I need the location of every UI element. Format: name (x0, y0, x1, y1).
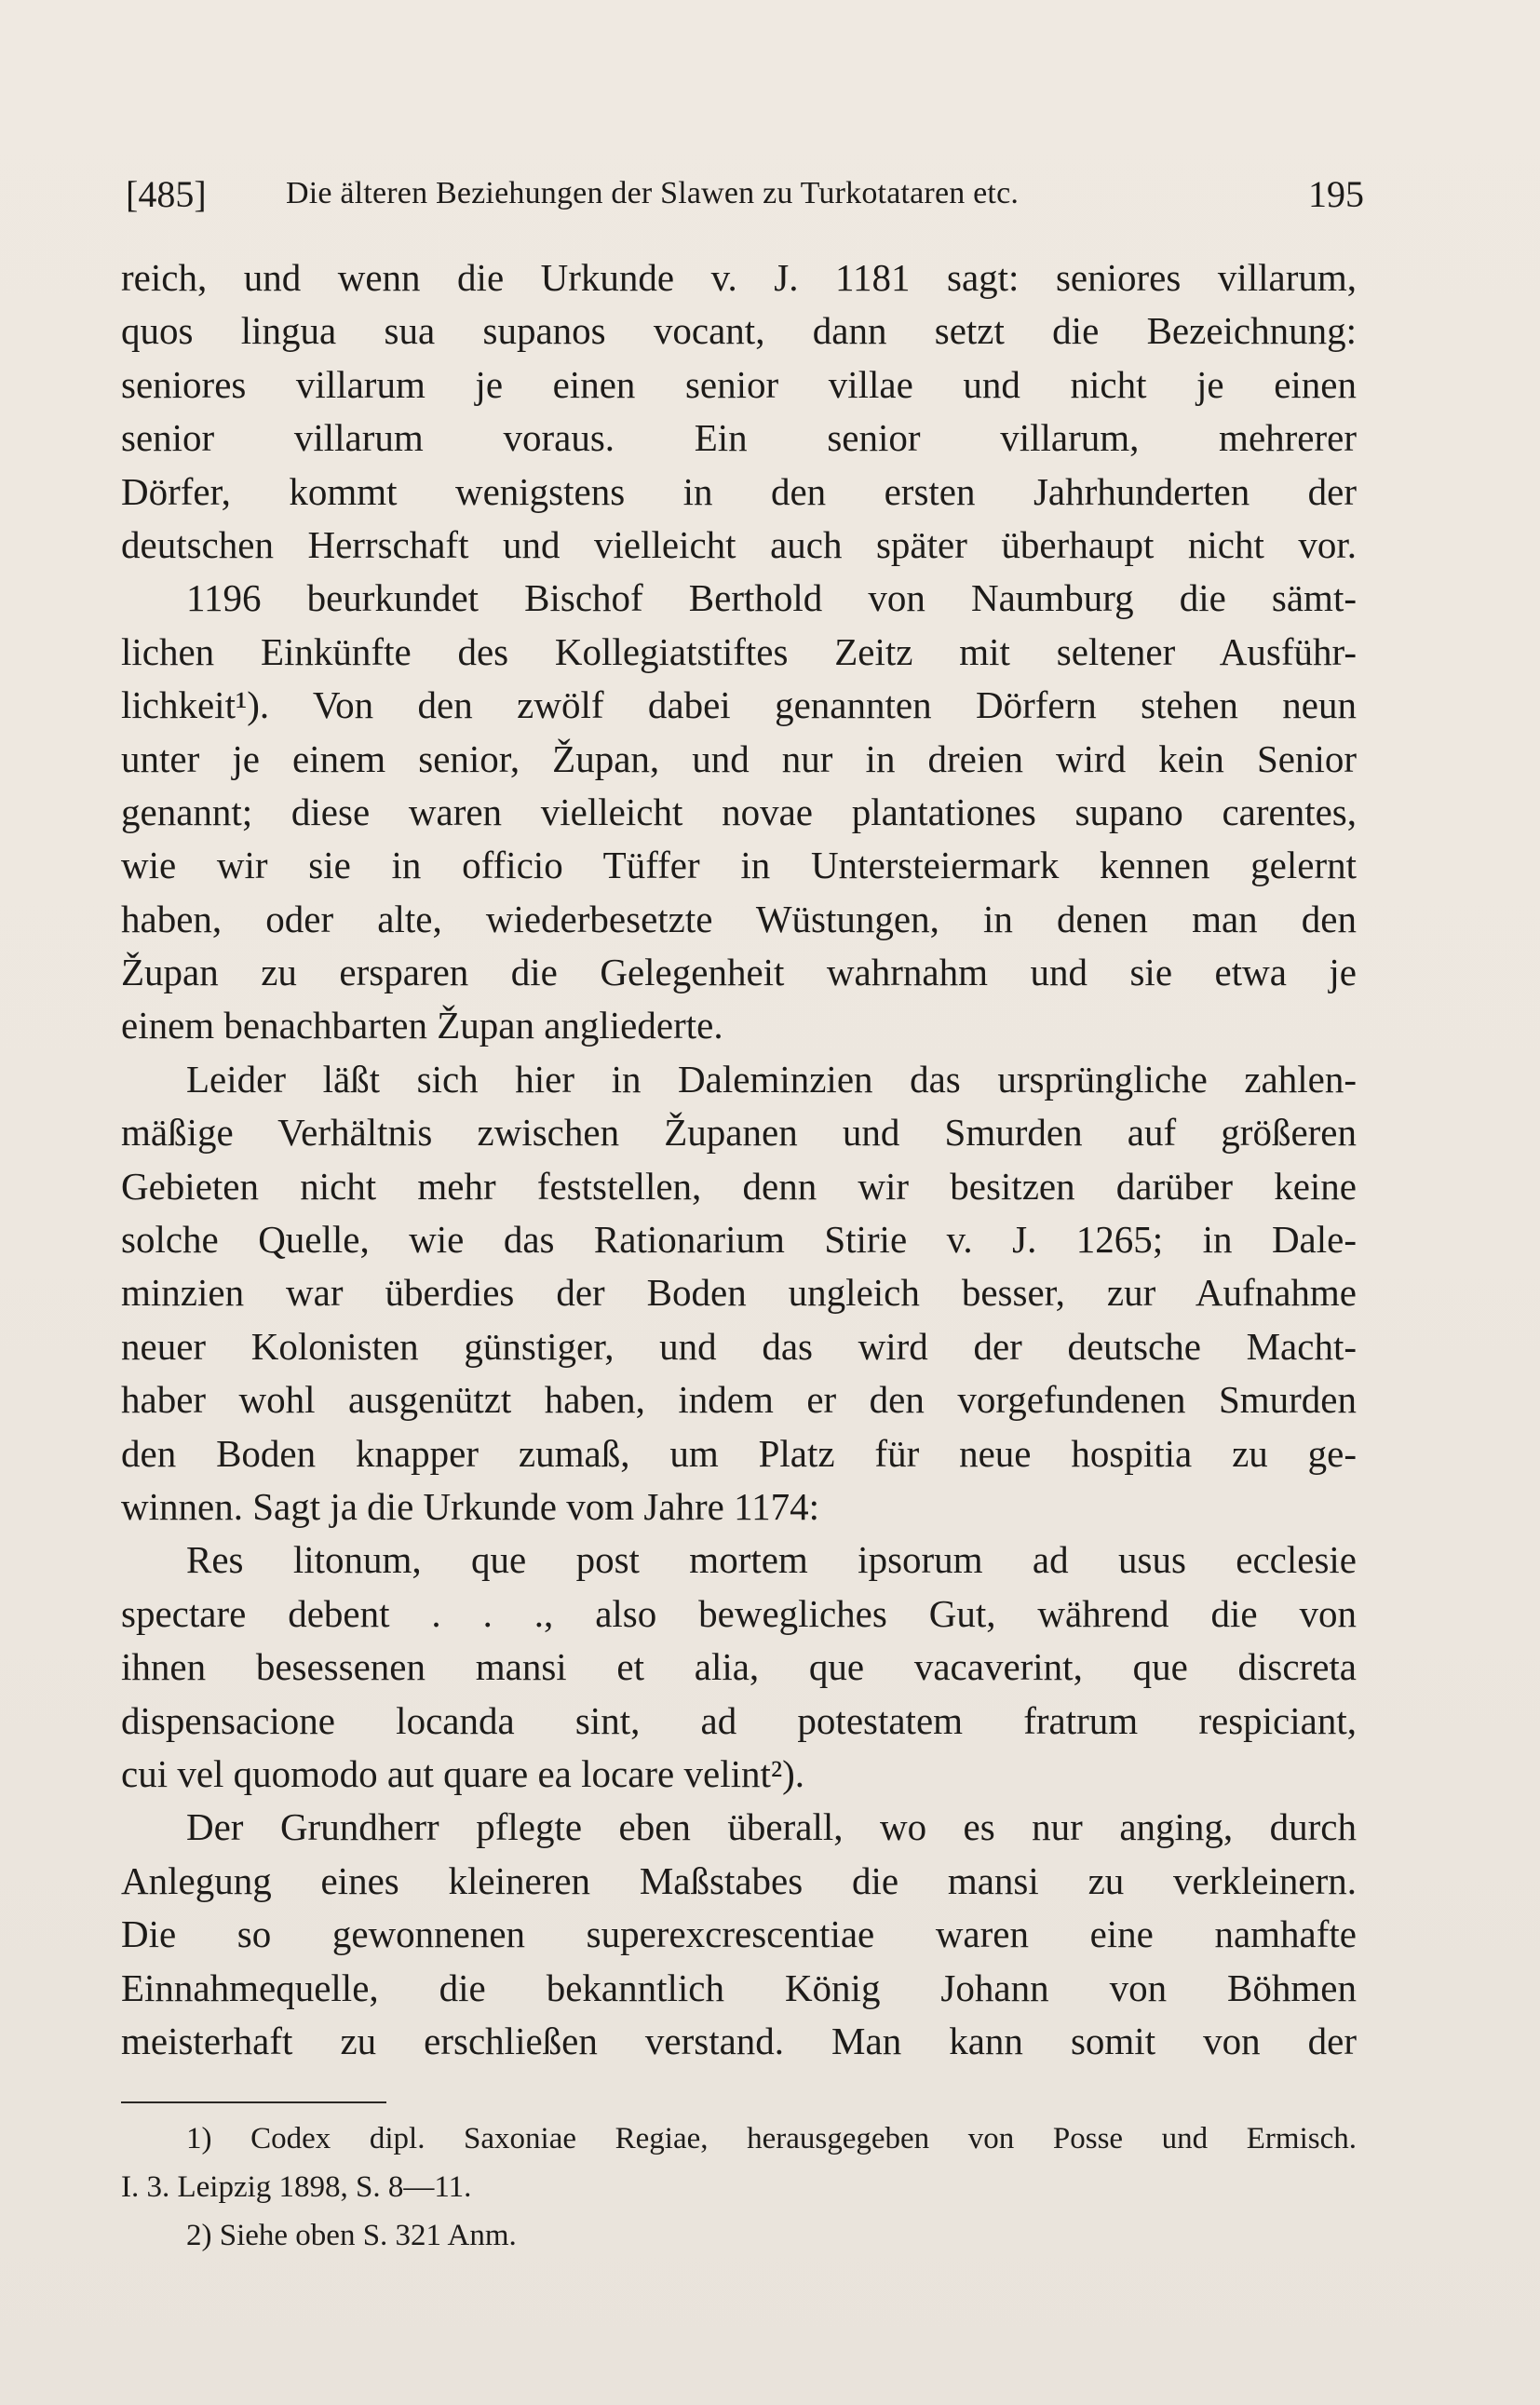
text-line: meisterhaft zu erschließen verstand. Man kann somit von der (121, 2019, 1357, 2062)
text-line: Leider läßt sich hier in Daleminzien das ursprüngliche zahlen- (186, 1057, 1357, 1101)
text-line: neuer Kolonisten günstiger, und das wird der deutsche Macht- (121, 1324, 1357, 1368)
text-line: 1196 beurkundet Bischof Berthold von Naumburg die sämt- (186, 576, 1357, 620)
text-line: Dörfer, kommt wenigstens in den ersten Jahrhunderten der (121, 469, 1357, 513)
text-line: spectare debent . . ., also bewegliches Gut, während die von (121, 1591, 1357, 1635)
page-bracket-number: [485] (126, 173, 207, 215)
text-line: den Boden knapper zumaß, um Platz für neue hospitia zu ge- (121, 1431, 1357, 1475)
text-line: Res litonum, que post mortem ipsorum ad usus ecclesie (186, 1538, 1357, 1582)
footnotes (121, 2115, 1357, 2260)
text-line: winnen. Sagt ja die Urkunde vom Jahre 1174: (121, 1484, 819, 1528)
footnote-divider (121, 2101, 386, 2103)
text-line: lichen Einkünfte des Kollegiatstiftes Zeitz mit seltener Ausführ- (121, 629, 1357, 673)
text-line: wie wir sie in officio Tüffer in Untersteiermark kennen gelernt (121, 844, 1357, 887)
text-line: dispensacione locanda sint, ad potestatem fratrum respiciant, (121, 1698, 1357, 1742)
text-line: haber wohl ausgenützt haben, indem er den vorgefundenen Smurden (121, 1378, 1357, 1422)
text-line: Gebieten nicht mehr feststellen, denn wir besitzen darüber keine (121, 1164, 1357, 1208)
footnote-2: 2) Siehe oben S. 321 Anm. (186, 2219, 517, 2252)
running-head (126, 172, 1364, 219)
page-number: 195 (1308, 173, 1364, 215)
text-line: Župan zu ersparen die Gelegenheit wahrnahm und sie etwa je (121, 951, 1357, 994)
text-line: Anlegung eines kleineren Maßstabes die mansi zu verkleinern. (121, 1858, 1357, 1902)
text-line: seniores villarum je einen senior villae und nicht je einen (121, 362, 1357, 406)
text-line: deutschen Herrschaft und vielleicht auch später überhaupt nicht vor. (121, 522, 1357, 566)
footnote-1-continuation: I. 3. Leipzig 1898, S. 8—11. (121, 2170, 472, 2204)
text-line: Der Grundherr pflegte eben überall, wo es nur anging, durch (186, 1805, 1357, 1849)
text-line: minzien war überdies der Boden ungleich besser, zur Aufnahme (121, 1271, 1357, 1315)
text-line: haben, oder alte, wiederbesetzte Wüstungen, in denen man den (121, 897, 1357, 940)
text-line: senior villarum voraus. Ein senior villarum, mehrerer (121, 416, 1357, 460)
body-text (121, 251, 1357, 2068)
text-line: genannt; diese waren vielleicht novae plantationes supano carentes, (121, 790, 1357, 833)
text-line: reich, und wenn die Urkunde v. J. 1181 sagt: seniores villarum, (121, 256, 1357, 299)
running-title: Die älteren Beziehungen der Slawen zu Turkotataren etc. (286, 176, 1020, 210)
text-line: cui vel quomodo aut quare ea locare velint²). (121, 1751, 805, 1795)
footnote-1: 1) Codex dipl. Saxoniae Regiae, herausgegeben von Posse und Ermisch. (186, 2122, 1357, 2155)
text-line: Die so gewonnenen superexcrescentiae waren eine namhafte (121, 1912, 1357, 1956)
text-line: solche Quelle, wie das Rationarium Stirie v. J. 1265; in Dale- (121, 1218, 1357, 1262)
text-line: mäßige Verhältnis zwischen Županen und Smurden auf größeren (121, 1111, 1357, 1155)
text-line: ihnen besessenen mansi et alia, que vacaverint, que discreta (121, 1645, 1357, 1689)
text-line: Einnahmequelle, die bekanntlich König Johann von Böhmen (121, 1966, 1357, 2009)
text-line: einem benachbarten Župan angliederte. (121, 1004, 723, 1047)
text-line: unter je einem senior, Župan, und nur in dreien wird kein Senior (121, 736, 1357, 780)
text-line: quos lingua sua supanos vocant, dann setzt die Bezeichnung: (121, 309, 1357, 353)
text-line: lichkeit¹). Von den zwölf dabei genannten Dörfern stehen neun (121, 683, 1357, 727)
